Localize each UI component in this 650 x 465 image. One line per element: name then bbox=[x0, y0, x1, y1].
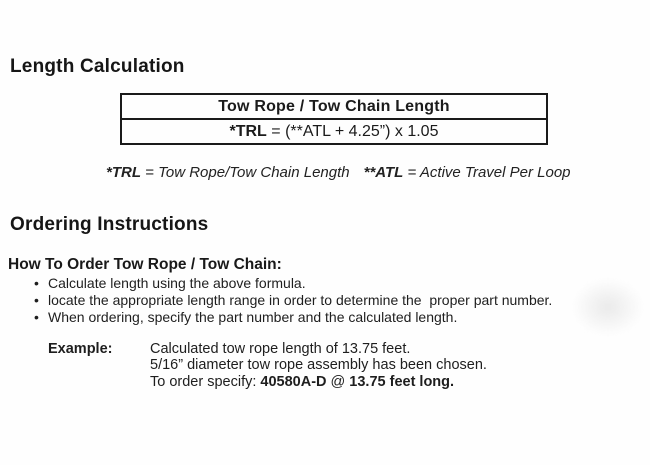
order-specify-prefix: To order specify: bbox=[150, 373, 261, 390]
abbreviation-legend bbox=[106, 164, 571, 181]
trl-def-text: = Tow Rope/Tow Chain Length bbox=[141, 164, 350, 181]
list-item bbox=[34, 275, 552, 292]
atl-def-text: = Active Travel Per Loop bbox=[403, 164, 571, 181]
trl-definition bbox=[106, 164, 350, 181]
scan-smudge-artifact bbox=[572, 278, 644, 336]
tow-length-formula-table bbox=[120, 93, 548, 145]
atl-definition bbox=[364, 164, 571, 181]
list-item bbox=[34, 292, 552, 309]
part-number: 40580A-D bbox=[260, 373, 327, 390]
length-calculation-heading: Length Calculation bbox=[10, 56, 185, 77]
example-line-3 bbox=[150, 374, 487, 390]
ordering-instructions-heading: Ordering Instructions bbox=[10, 214, 209, 235]
trl-abbr: *TRL bbox=[106, 164, 141, 181]
formula-table-formula-row bbox=[122, 120, 546, 143]
formula-table-header: Tow Rope / Tow Chain Length bbox=[122, 95, 546, 120]
ordering-steps-list bbox=[34, 275, 552, 326]
how-to-order-subtitle: How To Order Tow Rope / Tow Chain: bbox=[8, 256, 282, 273]
example-text-block bbox=[150, 341, 487, 390]
step-text: Calculate length using the above formula. bbox=[48, 275, 306, 291]
example-line-2: 5/16” diameter tow rope assembly has been chosen. bbox=[150, 357, 487, 374]
example-line-1: Calculated tow rope length of 13.75 feet. bbox=[150, 341, 411, 357]
formula-trl-abbr: *TRL bbox=[229, 122, 267, 140]
step-text: locate the appropriate length range in order to determine the proper part number. bbox=[48, 292, 553, 308]
list-item bbox=[34, 309, 552, 326]
step-text: When ordering, specify the part number and the calculated length. bbox=[48, 309, 458, 325]
example-label: Example: bbox=[48, 341, 113, 357]
at-separator: @ bbox=[326, 373, 350, 390]
ordered-length: 13.75 feet long. bbox=[349, 373, 455, 390]
formula-expression: = (**ATL + 4.25”) x 1.05 bbox=[266, 122, 439, 140]
atl-abbr: **ATL bbox=[363, 164, 404, 181]
